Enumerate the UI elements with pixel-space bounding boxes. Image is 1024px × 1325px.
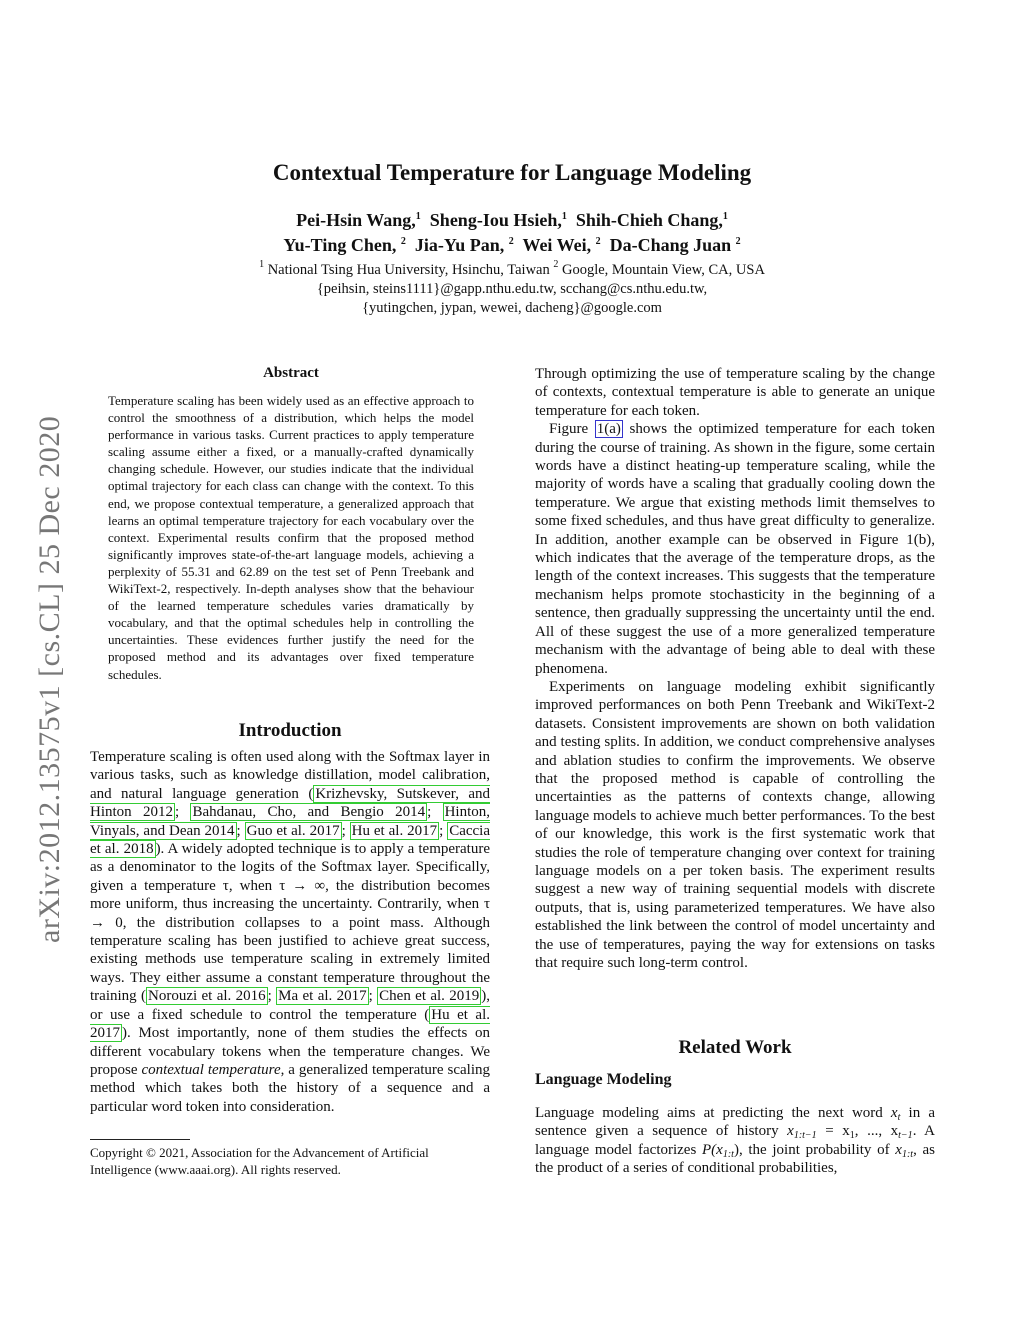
- citation-text: Chen et al.: [379, 988, 445, 1005]
- author-affil-mark: 2: [508, 236, 514, 247]
- text: ;: [439, 822, 448, 839]
- citation-text: Bahdanau, Cho, and Bengio: [192, 804, 384, 821]
- text: , the joint probability of: [738, 1141, 896, 1158]
- citation-text: Ma et al.: [278, 988, 333, 1005]
- math: P(x: [702, 1141, 723, 1158]
- affil-mark: 2: [553, 259, 559, 270]
- affiliation-2: Google, Mountain View, CA, USA: [561, 262, 765, 278]
- introduction-body: [90, 748, 490, 1116]
- citation-year: 2017: [90, 1025, 120, 1042]
- citation-link[interactable]: [146, 987, 268, 1005]
- paragraph: Through optimizing the use of temperature scaling by the change of contexts, contextual temperature is able to generate an unique temperature for each token.: [535, 366, 935, 419]
- author: Da-Chang Juan: [609, 235, 732, 255]
- language-modeling-heading: Language Modeling: [535, 1071, 672, 1088]
- text: ;: [368, 988, 378, 1005]
- affiliation-1: National Tsing Hua University, Hsinchu, Taiwan: [267, 262, 550, 278]
- citation-link[interactable]: [377, 987, 481, 1005]
- citation-year: 2019: [449, 988, 480, 1005]
- author-affil-mark: 2: [595, 236, 601, 247]
- paragraph: [535, 420, 935, 678]
- author: Yu-Ting Chen,: [283, 235, 397, 255]
- citation-link[interactable]: [276, 987, 368, 1005]
- abstract-heading: Abstract: [263, 365, 319, 381]
- emphasis: contextual temperature: [141, 1061, 281, 1078]
- author-affil-mark: 1: [722, 211, 728, 222]
- citation-text: Krizhevsky, Sutskever, and Hinton: [90, 785, 491, 821]
- math: x: [890, 1105, 898, 1121]
- language-modeling-body: [535, 1104, 935, 1178]
- paragraph: [535, 1104, 935, 1178]
- author: Wei Wei,: [522, 235, 592, 255]
- abstract-text: Temperature scaling has been widely used as an effective approach to control the smoothness of a distribution, which helps the model performance in various tasks. Current practices to apply temperature scaling assume either a fixed, or a manually-crafted dynamically changing schedule. However, our studies indicate that the individual optimal trajectory for each class can change with the context. To this end, we propose contextual temperature, a generalized approach that learns an optimal temperature trajectory for each vocabulary over the context. Experimental results confirm that the proposed method significantly improves state-of-the-art language models, achieving a perplexity of 55.31 and 62.89 on the test set of Penn Treebank and WikiText-2, respectively. In-depth analyses show that the behaviour of the learned temperature schedules varies dramatically by vocabulary, and that the optimal schedules help in controlling the uncertainties. These evidences further justify the need for the proposed method and its advantages over fixed temperature schedules.: [108, 393, 474, 682]
- citation-link[interactable]: [245, 822, 342, 840]
- citation-year: 2017: [407, 822, 438, 839]
- citation-year: 2014: [395, 804, 426, 821]
- citation-year: 2017: [309, 822, 340, 839]
- author: Pei-Hsin Wang,: [296, 210, 416, 230]
- citation-text: Hu et al.: [351, 822, 404, 839]
- related-work-heading: Related Work: [678, 1037, 792, 1058]
- math: = x: [816, 1123, 850, 1140]
- citation-year: 2018: [123, 841, 154, 858]
- author-affil-mark: 2: [735, 236, 741, 247]
- emails-line-2: {yutingchen, jypan, wewei, dacheng}@google.com: [362, 300, 662, 316]
- affil-mark: 1: [259, 259, 265, 270]
- text: Temperature scaling is often used along with the Softmax layer in various tasks, such as knowledge distillation, model calibration, and natural language generation (: [90, 749, 490, 802]
- citation-link[interactable]: [190, 803, 427, 821]
- text: , as the product of a series of conditional probabilities,: [535, 1141, 935, 1177]
- citation-text: Hinton, Vinyals, and Dean: [90, 804, 490, 839]
- math: x: [787, 1123, 794, 1140]
- text: ;: [341, 822, 350, 839]
- author: Sheng-Iou Hsieh,: [429, 210, 562, 230]
- text: , a generalized temperature scaling method which takes both the history of a sequence and a particular word token into consideration.: [90, 1061, 490, 1115]
- emails-line-1: {peihsin, steins1111}@gapp.nthu.edu.tw, scchang@cs.nthu.edu.tw,: [316, 281, 708, 297]
- citation-year: 2012: [142, 804, 173, 821]
- math: x: [895, 1141, 902, 1158]
- text: ), or use a fixed schedule to control the temperature (: [90, 988, 491, 1023]
- math: ): [733, 1141, 739, 1158]
- math: 1: [849, 1130, 855, 1142]
- math: 1:t: [901, 1148, 914, 1160]
- math: 1:t: [722, 1148, 734, 1160]
- citation-text: Caccia et al.: [90, 822, 490, 858]
- author-affil-mark: 1: [415, 211, 421, 222]
- author-line-1: [0, 210, 1024, 231]
- figure-link[interactable]: 1(a): [596, 421, 621, 438]
- author-line-2: [0, 235, 1024, 256]
- author-affil-mark: 1: [561, 211, 567, 222]
- citation-year: 2014: [204, 822, 235, 839]
- paper-title: Contextual Temperature for Language Modeling: [272, 160, 752, 185]
- text: in a sentence given a sequence of history: [535, 1105, 935, 1140]
- math: t: [897, 1112, 901, 1123]
- math: , ..., x: [854, 1123, 899, 1140]
- copyright-footnote: Copyright © 2021, Association for the Advancement of Artificial Intelligence (www.aaai.org). All rights reserved.: [90, 1145, 429, 1177]
- math: t−1: [898, 1130, 913, 1142]
- citation-text: Norouzi et al.: [148, 988, 232, 1005]
- right-column-body: [535, 365, 935, 972]
- introduction-paragraph: [90, 748, 490, 1116]
- text: ;: [174, 804, 191, 821]
- math: 1:t−1: [793, 1130, 817, 1142]
- author-affil-mark: 2: [400, 236, 406, 247]
- citation-year: 2016: [235, 988, 266, 1005]
- text: Figure: [549, 421, 595, 438]
- text: ). A widely adopted technique is to apply a temperature as a denominator to the logits of the Softmax layer. Specifically, given a temperature τ, when τ → ∞, the distribution becomes more uniform, thus increasing the uncertainty. Contrarily, when τ → 0, the distribution collapses to a point mass. Although temperature scaling has been justified to achieve great success, existing methods use temperature scaling in extremely limited ways. They either assume a constant temperature throughout the training (: [90, 841, 491, 1005]
- text: ;: [236, 822, 245, 839]
- text: Language modeling aims at predicting the next word: [535, 1105, 891, 1121]
- affiliations: [0, 261, 1024, 280]
- citation-text: Guo et al.: [246, 822, 306, 839]
- citation-link[interactable]: [350, 822, 439, 840]
- text: ). Most importantly, none of them studies the effects on different vocabulary tokens when the temperature changes. We propose: [90, 1025, 490, 1078]
- text: shows the optimized temperature for each token during the course of training. As shown in the figure, some certain words have a distinct heating-up temperature scaling, while the majority of words have a scaling that gradually cooling down the temperature. We argue that existing methods limit themselves to some fixed schedules, and thus have great difficulty to generalize. In addition, another example can be observed in Figure 1(b), which indicates that the average of the temperature drops, as the length of the context increases. This suggests that the temperature mechanism helps promote stochasticity in the beginning of a sentence, then gradually suppressing the uncertainty until the end. All of these suggest the use of a more generalized temperature mechanism with the advantage of being able to deal with these phenomena.: [535, 421, 935, 677]
- text: . A language model factorizes: [535, 1123, 936, 1158]
- text: ;: [427, 804, 443, 821]
- paragraph: Experiments on language modeling exhibit significantly improved performances on both Penn Treebank and WikiText-2 datasets. Consistent improvements are shown on both validation and testing splits. In addition, we conduct comprehensive analyses and ablation studies to confirm the improvements. We observe that the proposed method is capable of controlling the uncertainties as the patterns of contexts change, allowing language models to achieve much better performances. To the best of our knowledge, this work is the first systematic work that studies the role of temperature changing over context for training language models on a per token basis. The experiment results suggest a new way of training sequential models with discrete outputs, that is, using parameterized temperatures. We have also established the link between the control of model uncertainty and the use of temperatures, paying the way for extensions on tasks that require such long-term control.: [535, 678, 935, 971]
- author: Shih-Chieh Chang,: [575, 210, 723, 230]
- footnote-rule: [90, 1139, 190, 1140]
- introduction-heading: Introduction: [238, 720, 342, 741]
- arxiv-stamp: arXiv:2012.13575v1 [cs.CL] 25 Dec 2020: [33, 415, 66, 943]
- citation-year: 2017: [336, 988, 367, 1005]
- citation-text: Hu et al.: [431, 1006, 491, 1023]
- text: ;: [267, 988, 277, 1005]
- author: Jia-Yu Pan,: [414, 235, 505, 255]
